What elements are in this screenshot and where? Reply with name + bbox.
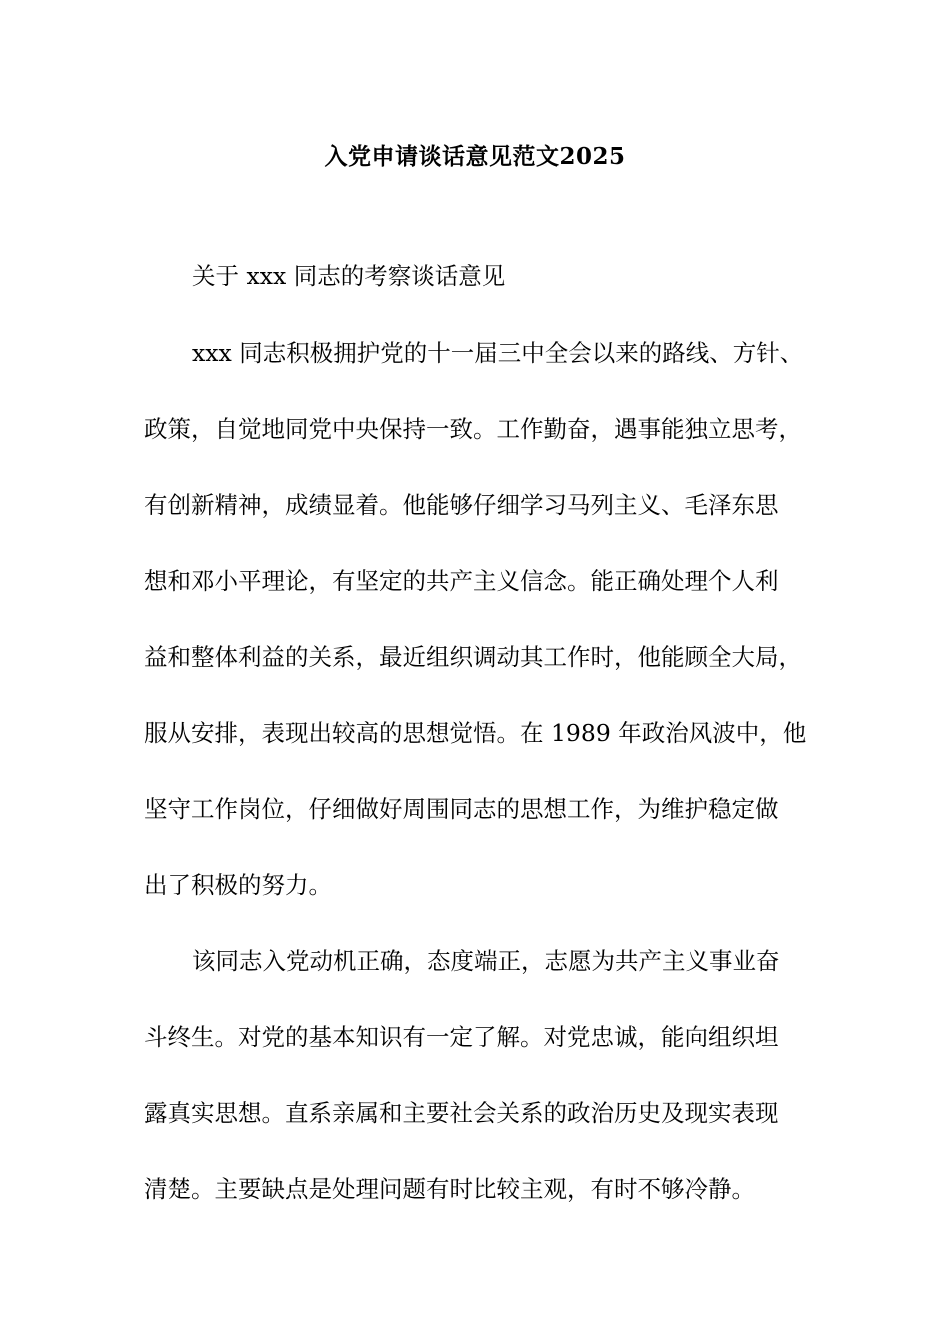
body-line: 该同志入党动机正确，态度端正，志愿为共产主义事业奋: [192, 947, 780, 975]
body-line: 益和整体利益的关系，最近组织调动其工作时，他能顾全大局，: [144, 643, 802, 671]
body-line: 清楚。主要缺点是处理问题有时比较主观，有时不够冷静。: [144, 1175, 755, 1203]
body-line: 想和邓小平理论，有坚定的共产主义信念。能正确处理个人利: [144, 567, 779, 595]
body-line: 有创新精神，成绩显着。他能够仔细学习马列主义、毛泽东思: [144, 491, 779, 519]
body-line: 坚守工作岗位，仔细做好周围同志的思想工作，为维护稳定做: [144, 795, 779, 823]
body-line: 露真实思想。直系亲属和主要社会关系的政治历史及现实表现: [144, 1099, 779, 1127]
body-line: 出了积极的努力。: [144, 871, 332, 899]
subject-line: 关于 xxx 同志的考察谈话意见: [192, 262, 506, 290]
body-line: 政策，自觉地同党中央保持一致。工作勤奋，遇事能独立思考，: [144, 415, 802, 443]
document-title: 入党申请谈话意见范文2025: [324, 143, 626, 170]
body-line: 斗终生。对党的基本知识有一定了解。对党忠诚，能向组织坦: [144, 1023, 779, 1051]
body-line: xxx 同志积极拥护党的十一届三中全会以来的路线、方针、: [192, 339, 804, 367]
body-line: 服从安排，表现出较高的思想觉悟。在 1989 年政治风波中，他: [144, 719, 807, 747]
